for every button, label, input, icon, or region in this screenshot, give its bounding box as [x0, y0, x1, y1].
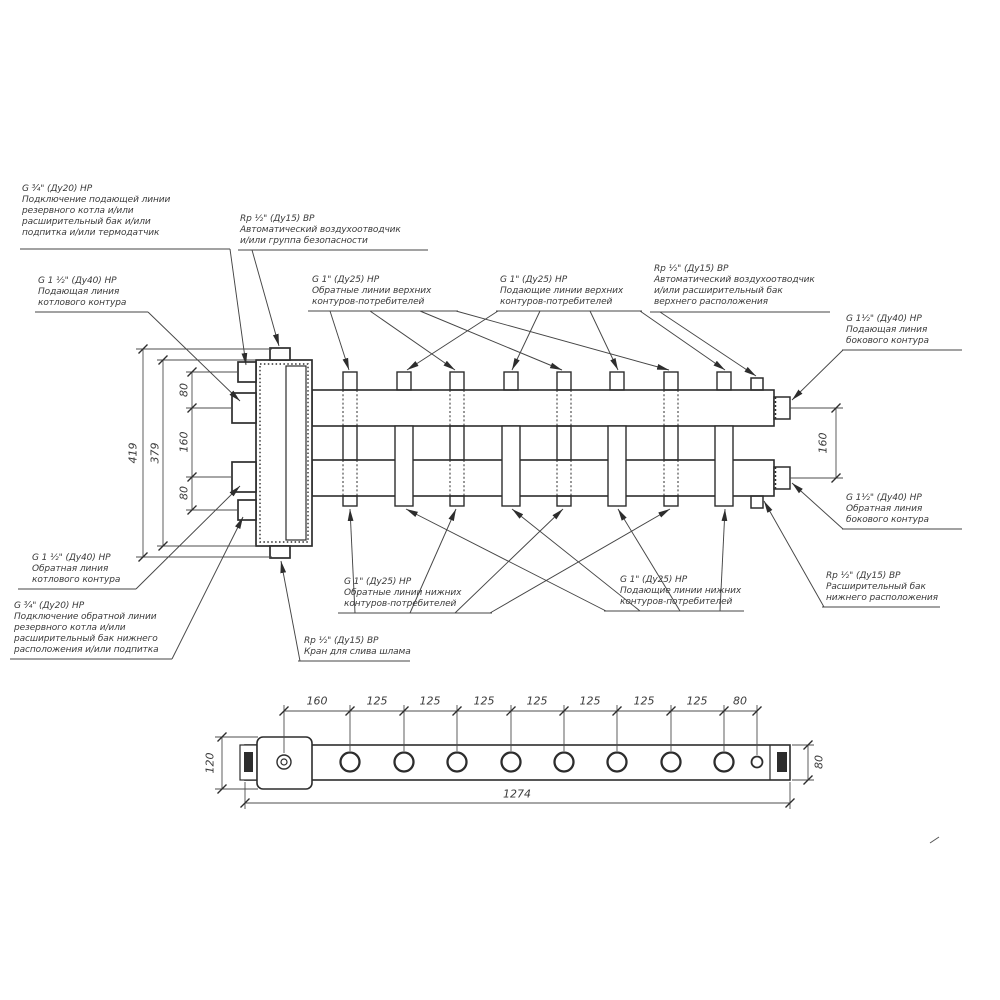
small-bottom-port [751, 496, 763, 508]
callout-boiler-return: G 1 ½" (Ду40) НР Обратная линия котлового контура [32, 553, 121, 585]
callout-lower-supply: G 1" (Ду25) НР Подающие линии нижних контуров-потребителей [620, 575, 742, 607]
front-view [232, 348, 790, 558]
callout-upper-supply: G 1" (Ду25) НР Подающие линии верхних контуров-потребителей [500, 275, 624, 307]
dim-top-spacing-8: 80 [733, 694, 747, 708]
dim-front-right-spacing: 160 [816, 432, 830, 454]
dim-top-overall-length: 1274 [503, 787, 531, 801]
dim-top-spacing-7: 125 [686, 694, 708, 708]
dim-top-spacing-2: 125 [419, 694, 441, 708]
dim-front-body-height: 379 [148, 442, 162, 464]
dim-front-overall-height: 419 [126, 442, 140, 464]
dim-top-bar-height: 80 [812, 755, 826, 769]
callout-supply-connection-top: G ¾" (Ду20) НР Подключение подающей линии резервного котла и/или расширительный бак и/или подпитка и/или термодатчик [22, 184, 171, 238]
callout-upper-return: G 1" (Ду25) НР Обратные линии верхних контуров-потребителей [312, 275, 432, 307]
boiler-head-block [232, 348, 312, 558]
reserve-return-stub [238, 500, 256, 520]
right-end-connection [777, 752, 787, 772]
top-view [240, 737, 790, 789]
dim-top-head-height: 120 [203, 752, 217, 774]
callout-lower-return: G 1" (Ду25) НР Обратные линии нижних контуров-потребителей [344, 577, 462, 609]
callout-air-vent-head: Rp ½" (Ду15) ВР Автоматический воздухоотводчик и/или группа безопасности [240, 214, 401, 246]
dim-front-chain-0: 80 [177, 383, 191, 397]
manifold-bar-plan [245, 745, 790, 780]
stray-mark [930, 837, 939, 843]
callout-side-return: G 1½" (Ду40) НР Обратная линия бокового контура [846, 493, 929, 525]
dim-top-spacing-4: 125 [526, 694, 548, 708]
dim-front-chain-2: 80 [177, 486, 191, 500]
small-top-port [751, 378, 763, 390]
callout-return-connection-bottom: G ¾" (Ду20) НР Подключение обратной линии резервного котла и/или расширительный бак нижнего расположения и/или подпитка [14, 601, 159, 655]
drain-stub [270, 546, 290, 558]
dim-top-spacing-0: 160 [306, 694, 328, 708]
air-vent-stub [270, 348, 290, 360]
callout-expansion-bottom: Rp ½" (Ду15) ВР Расширительный бак нижнего расположения [826, 571, 938, 603]
head-block-plan [257, 737, 312, 789]
dim-top-spacing-3: 125 [473, 694, 495, 708]
callout-boiler-supply: G 1 ½" (Ду40) НР Подающая линия котлового контура [38, 276, 127, 308]
dim-top-spacing-6: 125 [633, 694, 655, 708]
dim-top-spacing-5: 125 [579, 694, 601, 708]
left-end-connection [244, 752, 253, 772]
boiler-supply-stub [232, 393, 256, 423]
return-manifold-bar [312, 460, 774, 496]
dim-top-spacing-1: 125 [366, 694, 388, 708]
callout-drain: Rp ½" (Ду15) ВР Кран для слива шлама [304, 636, 411, 657]
callout-side-supply: G 1½" (Ду40) НР Подающая линия бокового контура [846, 314, 929, 346]
reserve-supply-stub [238, 362, 256, 382]
boiler-return-stub [232, 462, 256, 492]
callout-air-vent-right: Rp ½" (Ду15) ВР Автоматический воздухоотводчик и/или расширительный бак верхнего расположения [654, 264, 815, 307]
supply-manifold-bar [312, 390, 774, 426]
dim-front-chain-1: 160 [177, 431, 191, 453]
